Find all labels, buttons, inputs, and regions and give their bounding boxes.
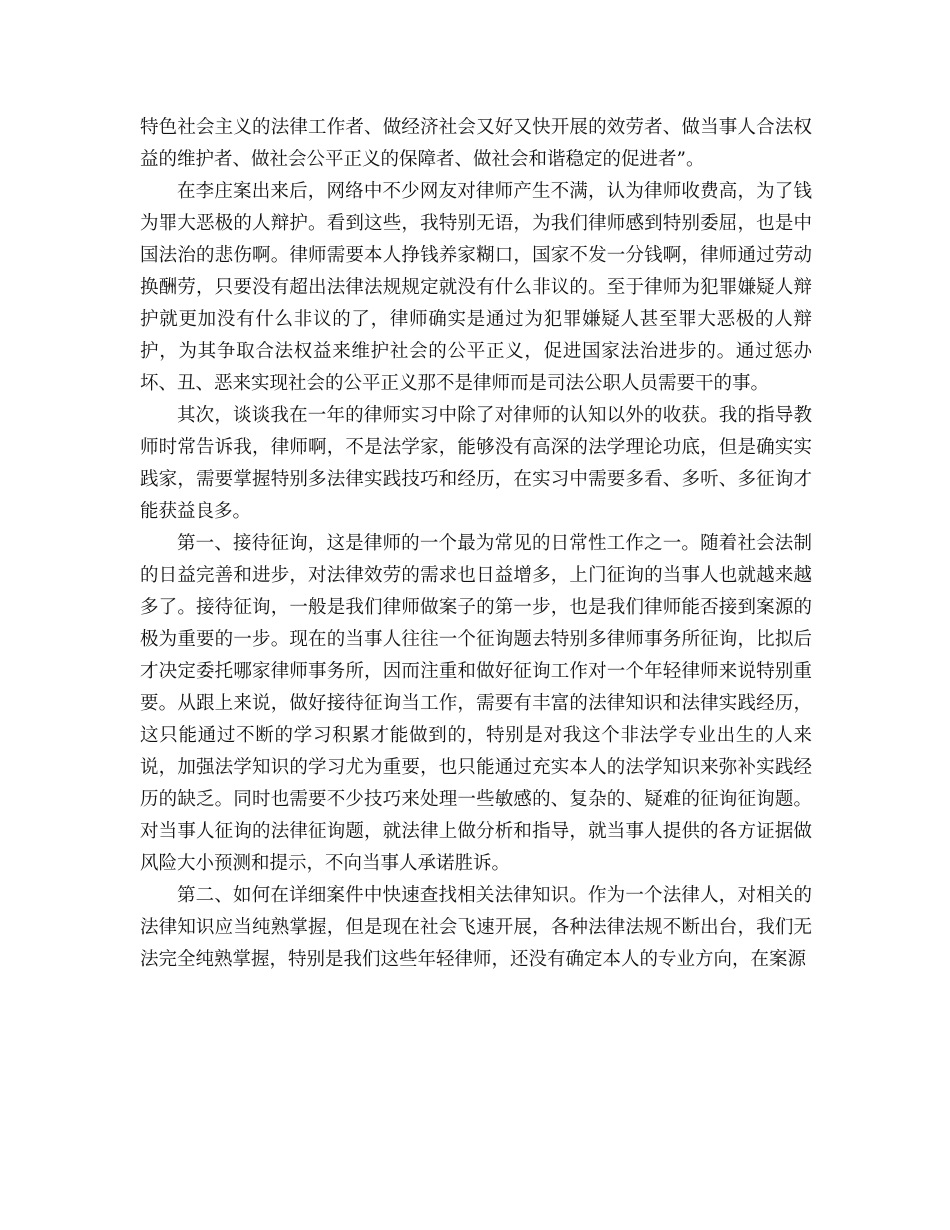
paragraph-1: 特色社会主义的法律工作者、做经济社会又好又快开展的效劳者、做当事人合法权益的维护者、做社会公平正义的保障者、做社会和谐稳定的促进者”。: [140, 117, 812, 170]
paragraph-4: 第一、接待征询，这是律师的一个最为常见的日常性工作之一。随着社会法制的日益完善和进步，对法律效劳的需求也日益增多，上门征询的当事人也就越来越多了。接待征询，一般是我们律师做案子的第一步，也是我们律师能否接到案源的极为重要的一步。现在的当事人往往一个征询题去特别多律师事务所征询，比拟后才决定委托哪家律师事务所，因而注重和做好征询工作对一个年轻律师来说特别重要。从跟上来说，做好接待征询当工作，需要有丰富的法律知识和法律实践经历，这只能通过不断的学习积累才能做到的，特别是对我这个非法学专业出生的人来说，加强法学知识的学习尤为重要，也只能通过充实本人的法学知识来弥补实践经历的缺乏。同时也需要不少技巧来处理一些敏感的、复杂的、疑难的征询征询题。对当事人征询的法律征询题，就法律上做分析和指导，就当事人提供的各方证据做风险大小预测和提示，不向当事人承诺胜诉。: [140, 533, 812, 874]
document-page: [140, 112, 812, 976]
paragraph-3: 其次，谈谈我在一年的律师实习中除了对律师的认知以外的收获。我的指导教师时常告诉我，律师啊，不是法学家，能够没有高深的法学理论功底，但是确实实践家，需要掌握特别多法律实践技巧和经历，在实习中需要多看、多听、多征询才能获益良多。: [140, 405, 812, 522]
paragraph-5: 第二、如何在详细案件中快速查找相关法律知识。作为一个法律人，对相关的法律知识应当纯熟掌握，但是现在社会飞速开展，各种法律法规不断出台，我们无法完全纯熟掌握，特别是我们这些年轻律师，还没有确定本人的专业方向，在案源: [140, 885, 812, 970]
paragraph-2: 在李庄案出来后，网络中不少网友对律师产生不满，认为律师收费高，为了钱为罪大恶极的人辩护。看到这些，我特别无语，为我们律师感到特别委屈，也是中国法治的悲伤啊。律师需要本人挣钱养家糊口，国家不发一分钱啊，律师通过劳动换酬劳，只要没有超出法律法规规定就没有什么非议的。至于律师为犯罪嫌疑人辩护就更加没有什么非议的了，律师确实是通过为犯罪嫌疑人甚至罪大恶极的人辩护，为其争取合法权益来维护社会的公平正义，促进国家法治进步的。通过惩办坏、丑、恶来实现社会的公平正义那不是律师而是司法公职人员需要干的事。: [140, 181, 812, 394]
